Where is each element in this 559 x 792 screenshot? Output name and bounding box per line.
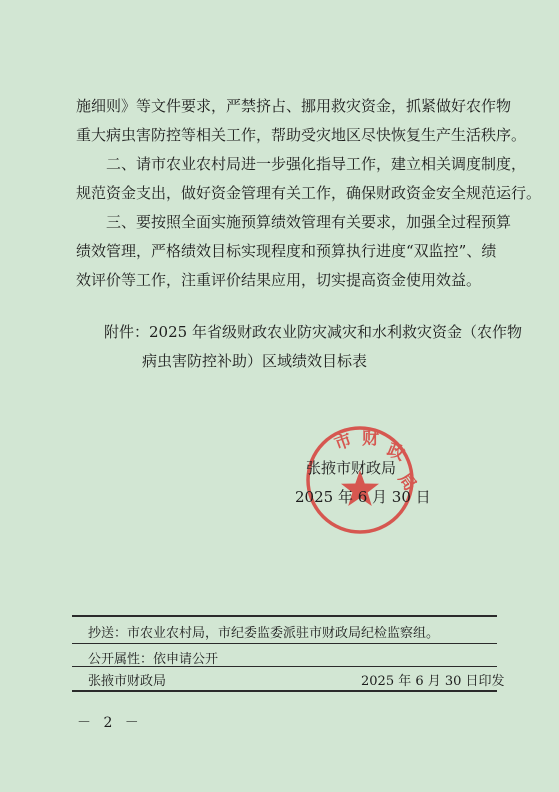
print-date-line: 2025 年 6 月 30 日印发 xyxy=(361,674,505,689)
cc-line: 抄送：市农业农村局，市纪委监委派驻市财政局纪检监察组。 xyxy=(88,626,440,641)
paragraph-2 xyxy=(76,150,542,208)
paragraph-3-line-1: 三、要按照全面实施预算绩效管理有关要求，加强全过程预算 xyxy=(76,213,512,231)
disclosure-line: 公开属性：依申请公开 xyxy=(88,652,219,667)
paragraph-3-line-3: 效评价等工作，注重评价结果应用，切实提高资金使用效益。 xyxy=(76,271,482,289)
signature-organization: 张掖市财政局 xyxy=(306,459,397,477)
signature-date: 2025 年 6 月 30 日 xyxy=(295,488,431,506)
paragraph-2-line-2: 规范资金支出，做好资金管理有关工作，确保财政资金安全规范运行。 xyxy=(76,184,542,202)
issuer-line: 张掖市财政局 xyxy=(88,674,167,689)
attachment-note xyxy=(104,318,522,376)
attachment-line-2: 病虫害防控补助）区域绩效目标表 xyxy=(142,352,368,370)
paragraph-2-line-1: 二、请市农业农村局进一步强化指导工作，建立相关调度制度， xyxy=(76,155,527,173)
svg-text:市: 市 xyxy=(331,430,355,455)
page-number: － 2 － xyxy=(77,715,143,731)
footer-bottom-rule xyxy=(72,690,497,692)
official-seal-icon xyxy=(294,420,424,538)
footer-rule-1 xyxy=(72,643,497,644)
svg-text:财: 财 xyxy=(362,429,379,449)
footer-rule-2 xyxy=(72,666,497,667)
paragraph-1-line-2: 重大病虫害防控等相关工作，帮助受灾地区尽快恢复生产生活秩序。 xyxy=(76,126,527,144)
svg-text:政: 政 xyxy=(384,440,408,466)
paragraph-1 xyxy=(76,92,527,150)
paragraph-3 xyxy=(76,208,512,295)
paragraph-3-line-2: 绩效管理，严格绩效目标实现程度和预算执行进度“双监控”、绩 xyxy=(76,242,497,260)
paragraph-1-line-1: 施细则》等文件要求，严禁挤占、挪用救灾资金，抓紧做好农作物 xyxy=(76,97,512,115)
svg-text:局: 局 xyxy=(393,469,421,495)
attachment-line-1: 附件：2025 年省级财政农业防灾减灾和水利救灾资金（农作物 xyxy=(104,323,522,341)
footer-top-rule xyxy=(72,615,497,617)
